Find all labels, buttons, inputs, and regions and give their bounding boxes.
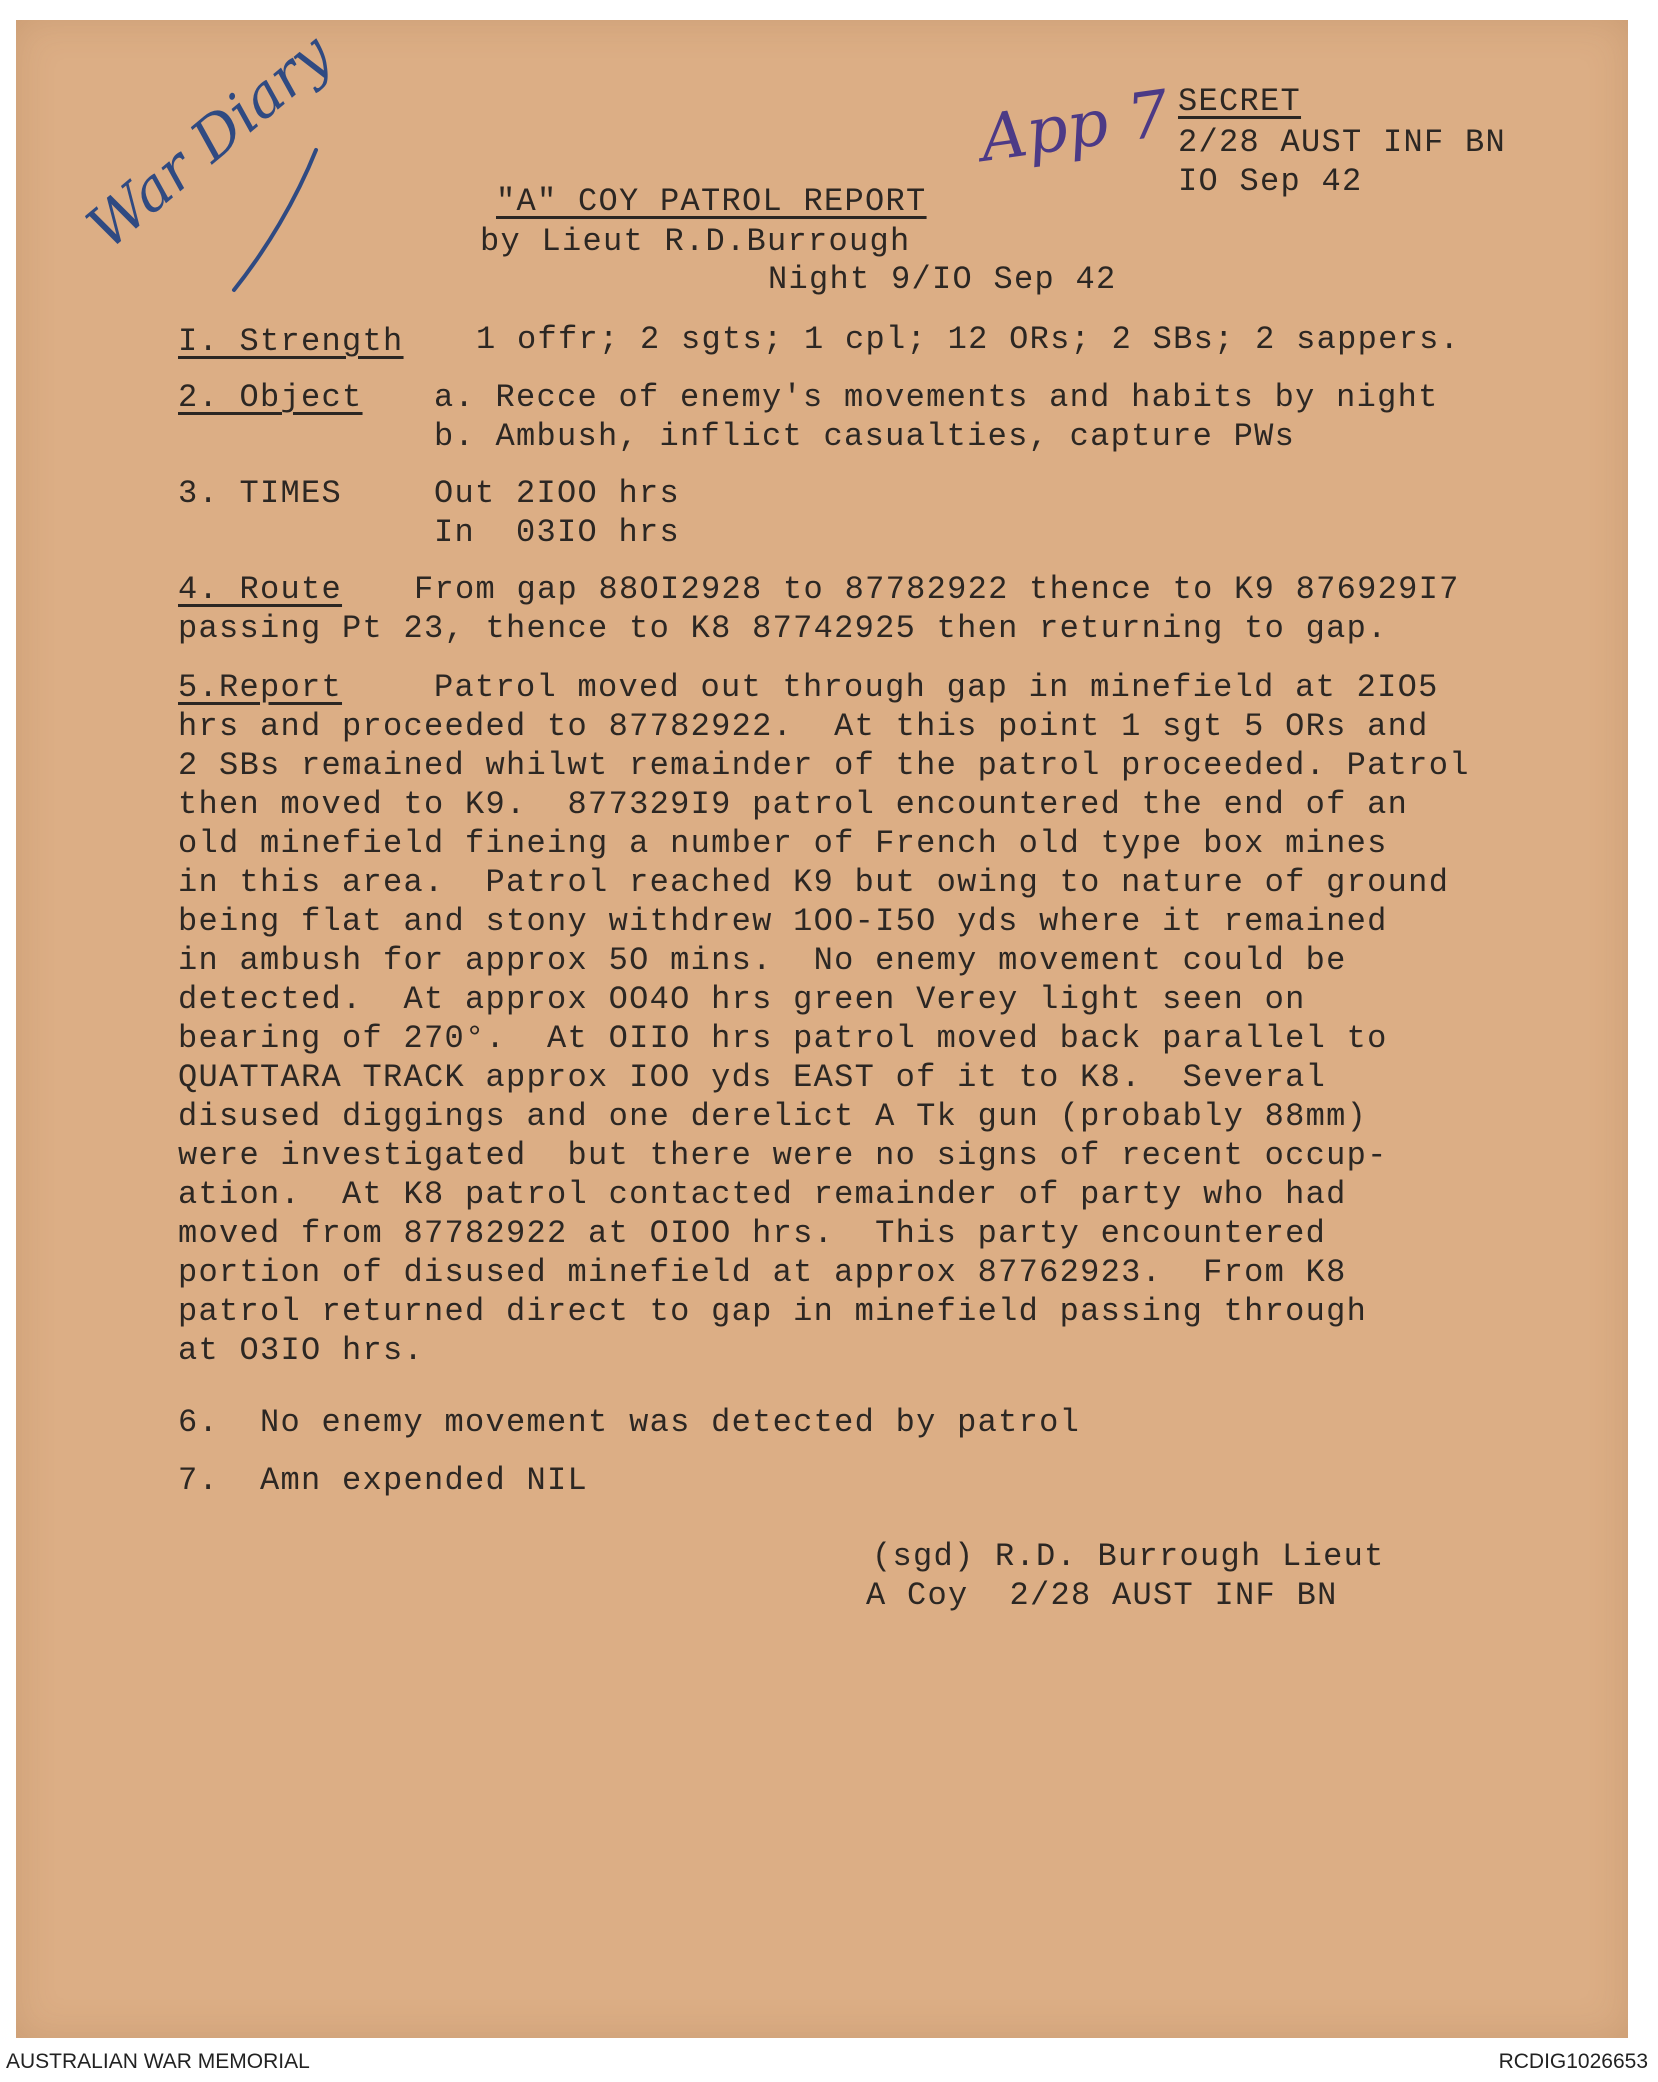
report-line: were investigated but there were no signs of recent occup- — [178, 1137, 1388, 1174]
route-line-1: From gap 88OI2928 to 87782922 thence to K9 876929I7 — [414, 571, 1460, 608]
report-line: in this area. Patrol reached K9 but owing to nature of ground — [178, 864, 1450, 901]
strength-text: 1 offr; 2 sgts; 1 cpl; 12 ORs; 2 SBs; 2 sappers. — [476, 321, 1461, 358]
object-b: b. Ambush, inflict casualties, capture PWs — [434, 418, 1296, 455]
route-label: 4. Route — [178, 571, 343, 608]
report-line: moved from 87782922 at OIOO hrs. This party encountered — [178, 1215, 1327, 1252]
report-author: by Lieut R.D.Burrough — [480, 223, 911, 260]
report-line: in ambush for approx 5O mins. No enemy movement could be — [178, 942, 1347, 979]
archive-footer-right: RCDIG1026653 — [1498, 2050, 1648, 2073]
report-line: bearing of 270°. At OIIO hrs patrol moved back parallel to — [178, 1020, 1388, 1057]
report-line: hrs and proceeded to 87782922. At this point 1 sgt 5 ORs and — [178, 708, 1429, 745]
report-line: 2 SBs remained whilwt remainder of the patrol proceeded. Patrol — [178, 747, 1470, 784]
report-line: disused diggings and one derelict A Tk gun (probably 88mm) — [178, 1098, 1368, 1135]
report-line: QUATTARA TRACK approx IOO yds EAST of it to K8. Several — [178, 1059, 1327, 1096]
report-line: detected. At approx OO4O hrs green Verey light seen on — [178, 981, 1306, 1018]
handwritten-slash-mark — [226, 140, 326, 300]
handwritten-war-diary: War Diary — [74, 20, 345, 263]
report-title: "A" COY PATROL REPORT — [496, 183, 927, 220]
object-label: 2. Object — [178, 379, 363, 416]
signature-line-2: A Coy 2/28 AUST INF BN — [866, 1577, 1338, 1614]
report-line: ation. At K8 patrol contacted remainder of party who had — [178, 1176, 1347, 1213]
report-line-1: Patrol moved out through gap in minefield at 2IO5 — [434, 669, 1439, 706]
item-6: 6. No enemy movement was detected by patrol — [178, 1404, 1081, 1441]
times-in: In 03IO hrs — [434, 514, 681, 551]
signature-line-1: (sgd) R.D. Burrough Lieut — [872, 1538, 1385, 1575]
report-line: old minefield fineing a number of French old type box mines — [178, 825, 1388, 862]
item-7: 7. Amn expended NIL — [178, 1462, 589, 1499]
handwritten-app-reference: App 7 — [975, 77, 1174, 177]
document-page — [16, 20, 1628, 2038]
archive-footer-left: AUSTRALIAN WAR MEMORIAL — [6, 2050, 310, 2073]
secret-marking: SECRET — [1178, 83, 1302, 120]
report-line: then moved to K9. 877329I9 patrol encountered the end of an — [178, 786, 1409, 823]
report-line: patrol returned direct to gap in minefield passing through — [178, 1293, 1368, 1330]
object-a: a. Recce of enemy's movements and habits by night — [434, 379, 1439, 416]
report-line: at O3IO hrs. — [178, 1332, 425, 1369]
report-line: portion of disused minefield at approx 87762923. From K8 — [178, 1254, 1347, 1291]
report-label: 5.Report — [178, 669, 343, 706]
report-night: Night 9/IO Sep 42 — [768, 261, 1117, 298]
unit-header: 2/28 AUST INF BN — [1178, 124, 1507, 161]
strength-label: I. Strength — [178, 323, 404, 360]
date-header: IO Sep 42 — [1178, 163, 1363, 200]
times-label: 3. TIMES — [178, 475, 343, 512]
times-out: Out 2IOO hrs — [434, 475, 681, 512]
route-line-2: passing Pt 23, thence to K8 87742925 then returning to gap. — [178, 610, 1388, 647]
report-line: being flat and stony withdrew 1OO-I5O yds where it remained — [178, 903, 1388, 940]
